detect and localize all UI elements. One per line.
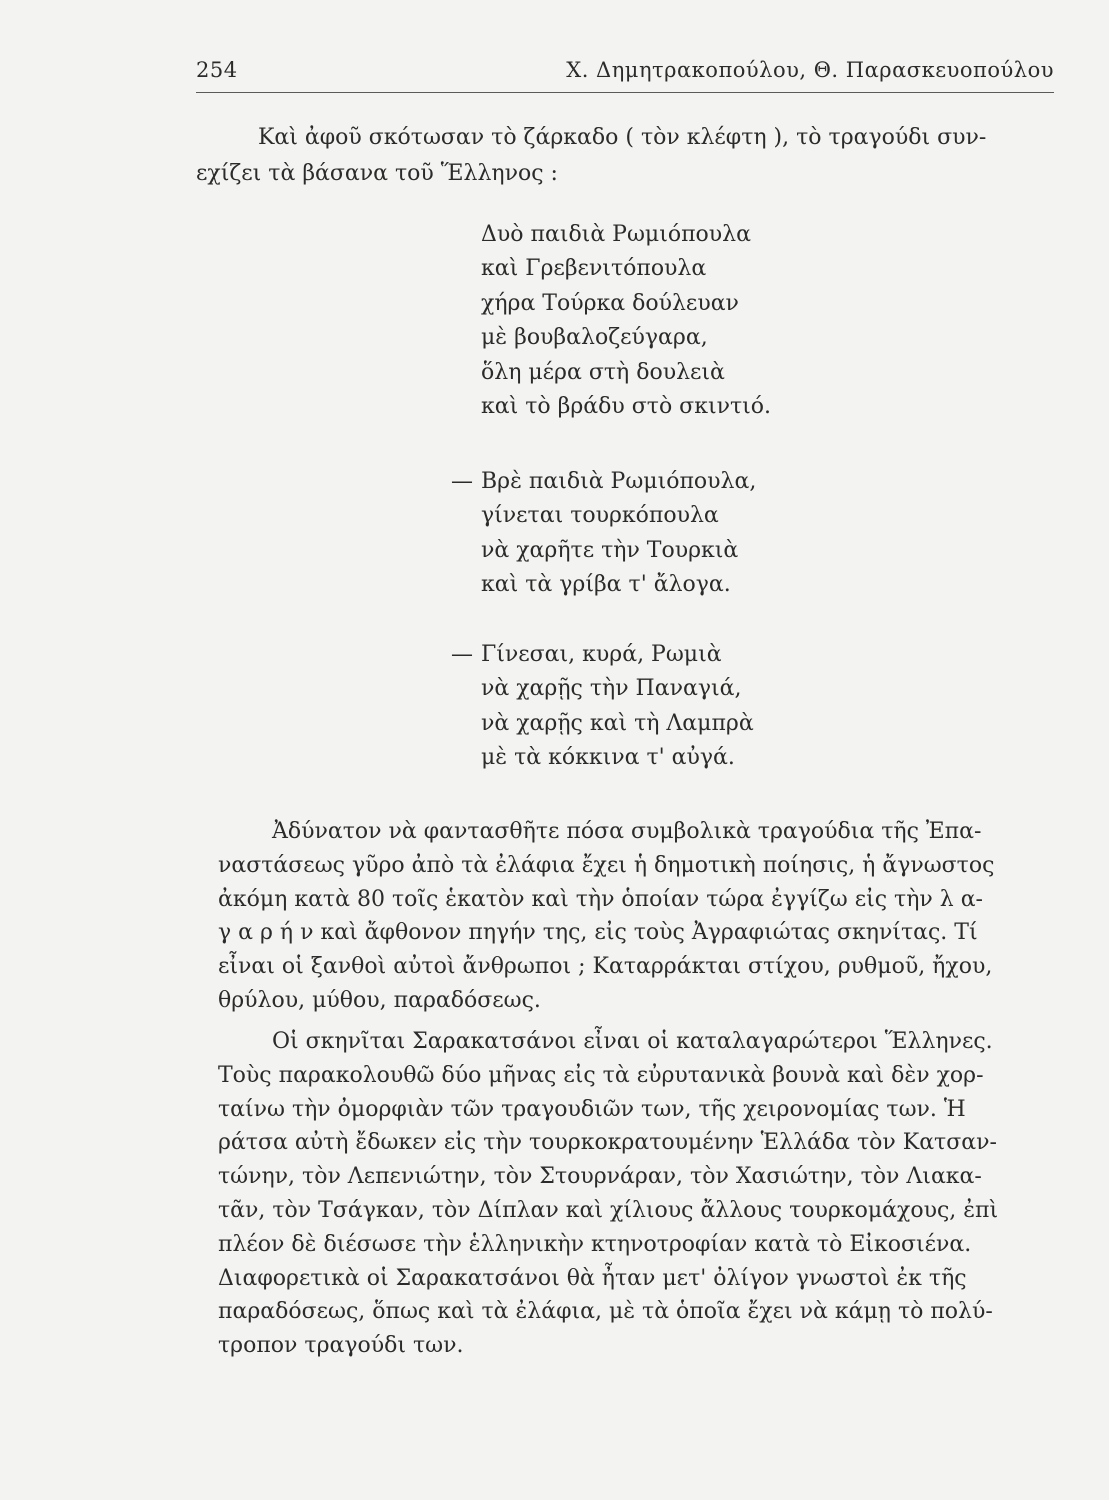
verse-line: καὶ τὰ γρίβα τ' ἄλογα. [481, 572, 731, 598]
paragraph-line: θρύλου, μύθου, παραδόσεως. [218, 987, 541, 1013]
paragraph-line: Ἀδύνατον νὰ φαντασθῆτε πόσα συμβολικὰ τραγούδια τῆς Ἐπα- [272, 819, 982, 844]
paragraph-line: τροπον τραγούδι των. [218, 1333, 464, 1359]
paragraph-line: πλέον δὲ διέσωσε τὴν ἑλληνικὴν κτηνοτροφίαν κατὰ τὸ Εἰκοσιένα. [218, 1231, 972, 1257]
dialogue-dash: — [451, 469, 473, 494]
verse-line: Γίνεσαι, κυρά, Ρωμιὰ [481, 642, 722, 667]
verse-line: μὲ τὰ κόκκινα τ' αὐγά. [481, 745, 735, 771]
intro-paragraph [196, 120, 1054, 192]
poem-stanza-3 [451, 638, 754, 776]
paragraph-line: εἶναι οἱ ξανθοὶ αὐτοὶ ἄνθρωποι ; Καταρράκται στίχου, ρυθμοῦ, ἤχου, [218, 954, 993, 980]
body-paragraph-2 [218, 1025, 1054, 1363]
verse-line: καὶ Γρεβενιτόπουλα [481, 256, 707, 282]
paragraph-line: τώνην, τὸν Λεπενιώτην, τὸν Στουρνάραν, τὸν Χασιώτην, τὸν Λιακα- [218, 1164, 982, 1190]
body-paragraph-1 [218, 815, 1054, 1018]
verse-line: καὶ τὸ βράδυ στὸ σκιντιό. [481, 394, 771, 420]
paragraph-line: παραδόσεως, ὅπως καὶ τὰ ἐλάφια, μὲ τὰ ὁποῖα ἔχει νὰ κάμῃ τὸ πολύ- [218, 1299, 993, 1325]
poem-stanza-1 [481, 218, 771, 424]
paragraph-line: ράτσα αὐτὴ ἔδωκεν εἰς τὴν τουρκοκρατουμένην Ἑλλάδα τὸν Κατσαν- [218, 1130, 997, 1156]
verse-line: μὲ βουβαλοζεύγαρα, [481, 325, 708, 351]
verse-line: νὰ χαρῆτε τὴν Τουρκιὰ [481, 537, 739, 563]
poem-stanza-2 [451, 465, 757, 603]
verse-line: νὰ χαρῇς τὴν Παναγιά, [481, 676, 742, 702]
verse-line: Βρὲ παιδιὰ Ρωμιόπουλα, [481, 469, 757, 494]
verse-line: χήρα Τούρκα δούλευαν [481, 290, 739, 316]
paragraph-line: Οἱ σκηνῖται Σαρακατσάνοι εἶναι οἱ καταλαγαρώτεροι Ἕλληνες. [272, 1029, 993, 1054]
intro-line: εχίζει τὰ βάσανα τοῦ Ἕλληνος : [196, 161, 558, 186]
header-rule [196, 92, 1054, 93]
paragraph-line: τᾶν, τὸν Τσάγκαν, τὸν Δίπλαν καὶ χίλιους ἄλλους τουρκομάχους, ἐπὶ [218, 1197, 999, 1223]
verse-line: ὅλη μέρα στὴ δουλειὰ [481, 359, 725, 385]
paragraph-line: Διαφορετικὰ οἱ Σαρακατσάνοι θὰ ἦταν μετ' ὀλίγον γνωστοὶ ἐκ τῆς [218, 1265, 967, 1291]
verse-line: Δυὸ παιδιὰ Ρωμιόπουλα [481, 222, 751, 247]
paragraph-line: γ α ρ ή ν καὶ ἄφθονον πηγήν της, εἰς τοὺς Ἀγραφιώτας σκηνίτας. Τί [218, 920, 978, 946]
paragraph-line: Τοὺς παρακολουθῶ δύο μῆνας εἰς τὰ εὐρυτανικὰ βουνὰ καὶ δὲν χορ- [218, 1062, 984, 1088]
page-number: 254 [196, 58, 238, 82]
paragraph-line: ἀκόμη κατὰ 80 τοῖς ἑκατὸν καὶ τὴν ὁποίαν τώρα ἐγγίζω εἰς τὴν λ α- [218, 886, 983, 912]
verse-line: νὰ χαρῇς καὶ τὴ Λαμπρὰ [481, 710, 754, 736]
verse-line: γίνεται τουρκόπουλα [481, 503, 719, 529]
dialogue-dash: — [451, 642, 473, 667]
paragraph-line: ταίνω τὴν ὀμορφιὰν τῶν τραγουδιῶν των, τῆς χειρονομίας των. Ἡ [218, 1096, 966, 1122]
intro-line: Καὶ ἀφοῦ σκότωσαν τὸ ζάρκαδο ( τὸν κλέφτη ), τὸ τραγούδι συν- [258, 125, 987, 150]
paragraph-line: ναστάσεως γῦρο ἀπὸ τὰ ἐλάφια ἔχει ἡ δημοτικὴ ποίησις, ἡ ἄγνωστος [218, 852, 995, 878]
running-title: Χ. Δημητρακοπούλου, Θ. Παρασκευοπούλου [566, 58, 1054, 82]
